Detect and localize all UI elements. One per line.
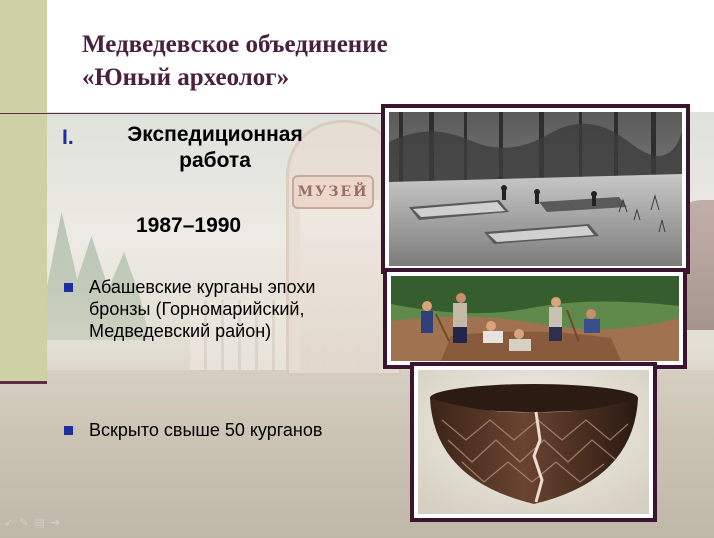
title-line-1: Медведевское объединение [82, 31, 388, 58]
title-line-2: «Юный археолог» [82, 64, 290, 91]
bronze-age-vessel-photo [410, 362, 657, 522]
slide-title [82, 28, 522, 94]
square-bullet-icon [64, 426, 73, 435]
menu-icon[interactable]: ▤ [34, 517, 51, 529]
footer-navigation [4, 516, 66, 529]
museum-sign: МУЗЕЙ [292, 175, 374, 209]
square-bullet-icon [64, 283, 73, 292]
pointer-icon[interactable]: ➹ [4, 517, 20, 529]
years-range: 1987–1990 [136, 214, 242, 237]
pen-icon[interactable]: ✎ [19, 517, 35, 529]
ceramic-bowl-image [418, 370, 649, 514]
bullet-item [64, 419, 354, 441]
section-title: Экспедиционная работа [127, 123, 303, 172]
workers-image [391, 276, 679, 361]
bullet-text: Вскрыто свыше 50 курганов [89, 420, 323, 440]
title-divider [0, 113, 381, 114]
arrow-icon[interactable]: ➔ [50, 517, 67, 529]
excavation-site-photo [381, 104, 690, 274]
bullet-text: Абашевские курганы эпохи бронзы (Горномарийский, Медведевский район) [89, 277, 316, 341]
left-accent-line [0, 381, 47, 384]
workers-digging-photo [383, 268, 687, 369]
bullet-item [64, 276, 354, 342]
forest-excavation-image [389, 112, 682, 266]
left-accent-strip [0, 0, 47, 382]
section-number: I. [62, 126, 74, 149]
